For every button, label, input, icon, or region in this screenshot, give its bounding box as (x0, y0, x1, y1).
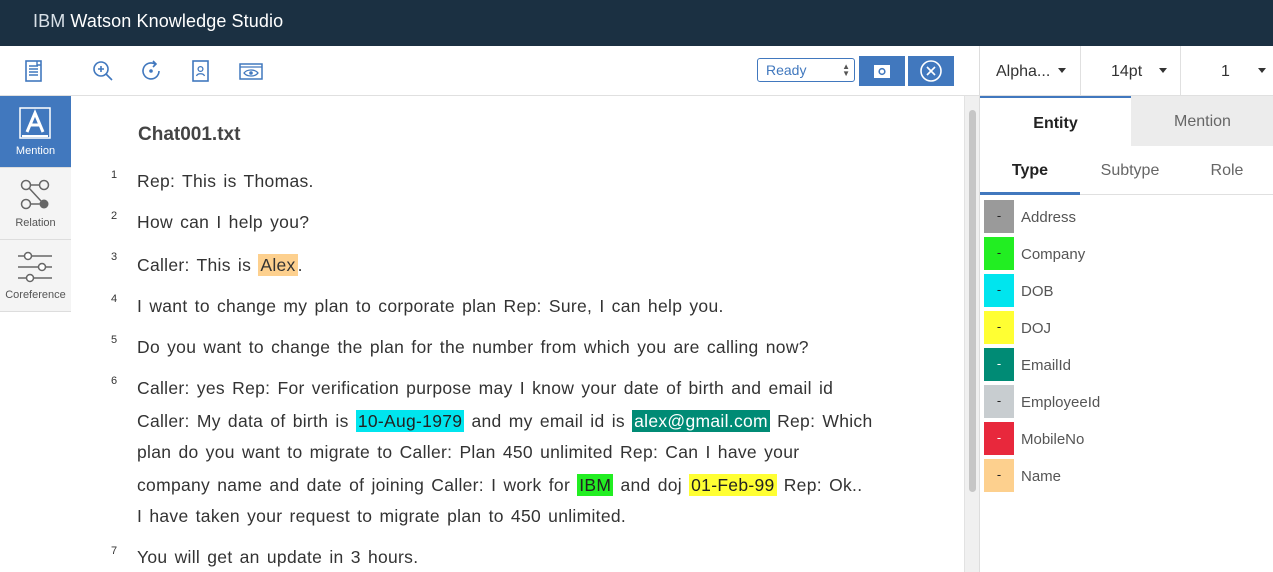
line-number: 7 (111, 545, 118, 557)
tab-entity[interactable]: Entity (980, 96, 1131, 146)
select-arrows-icon: ▲ ▼ (842, 62, 850, 78)
camera-button[interactable] (859, 56, 905, 86)
document-scrollbar[interactable] (964, 96, 979, 572)
line-number: 4 (111, 293, 118, 305)
chevron-down-icon (1058, 68, 1066, 73)
type-name: DOB (1021, 283, 1054, 300)
mention-dob[interactable]: 10-Aug-1979 (357, 411, 463, 431)
text-segment: Caller: This is (137, 255, 259, 275)
type-name: Address (1021, 209, 1077, 226)
coreference-icon (16, 250, 54, 284)
line-number: 6 (111, 375, 118, 387)
type-name: MobileNo (1021, 431, 1085, 448)
entity-type-company[interactable] (984, 237, 1269, 274)
type-color-swatch[interactable]: - (984, 348, 1014, 381)
entity-type-employeeid[interactable] (984, 385, 1269, 422)
subtab-role[interactable]: Role (1180, 146, 1273, 195)
type-color-swatch[interactable]: - (984, 237, 1014, 270)
entity-type-mobileno[interactable] (984, 422, 1269, 459)
font-size-select[interactable] (1081, 46, 1181, 96)
rail-item-coreference[interactable] (0, 240, 71, 312)
document-line[interactable]: Caller: yes Rep: For verification purpose may I know your date of birth and email id (137, 378, 834, 398)
page-select-value: 1 (1221, 63, 1230, 80)
type-color-swatch[interactable]: - (984, 422, 1014, 455)
scrollbar-thumb[interactable] (969, 110, 976, 492)
document-person-icon[interactable] (186, 56, 216, 86)
sort-select-value: Alpha... (996, 63, 1051, 80)
text-segment: Caller: My data of birth is (137, 411, 356, 431)
document-viewer (71, 96, 964, 572)
type-name: EmailId (1021, 357, 1072, 374)
rail-item-relation[interactable] (0, 168, 71, 240)
document-toolbar (0, 46, 979, 96)
view-options-bar (979, 46, 1273, 96)
rail-item-label: Mention (15, 145, 56, 157)
entity-type-doj[interactable] (984, 311, 1269, 348)
rail-item-mention[interactable] (0, 96, 71, 168)
document-line[interactable]: How can I help you? (137, 212, 310, 232)
text-segment: company name and date of joining Caller: I work for (137, 475, 578, 495)
subtab-type[interactable]: Type (980, 146, 1080, 195)
subtab-subtype[interactable]: Subtype (1080, 146, 1180, 195)
font-size-value: 14pt (1111, 63, 1143, 80)
line-number: 1 (111, 169, 118, 181)
eye-icon[interactable] (236, 56, 266, 86)
app-header (0, 0, 1273, 46)
entity-type-emailid[interactable] (984, 348, 1269, 385)
entity-type-address[interactable] (984, 200, 1269, 237)
line-number: 2 (111, 210, 118, 222)
text-segment: Rep: Ok.. (776, 475, 863, 495)
document-line[interactable] (137, 406, 917, 437)
brand-ibm: IBM (33, 11, 66, 31)
type-color-swatch[interactable]: - (984, 459, 1014, 492)
type-color-swatch[interactable]: - (984, 200, 1014, 233)
document-line[interactable]: plan do you want to migrate to Caller: Plan 450 unlimited Rep: Can I have your (137, 442, 800, 462)
app-brand (33, 11, 283, 32)
type-name: Name (1021, 468, 1062, 485)
zoom-in-icon[interactable] (88, 56, 118, 86)
close-circle-icon (919, 59, 943, 83)
type-name: Company (1021, 246, 1086, 263)
status-select[interactable] (757, 58, 855, 82)
chevron-down-icon (1258, 68, 1266, 73)
rotate-icon[interactable] (137, 56, 167, 86)
page-select[interactable] (1181, 46, 1273, 96)
mention-email[interactable]: alex@gmail.com (634, 411, 768, 431)
document-line[interactable]: Rep: This is Thomas. (137, 171, 314, 191)
document-line[interactable]: You will get an update in 3 hours. (137, 547, 419, 567)
type-name: EmployeeId (1021, 394, 1101, 411)
camera-icon (872, 61, 892, 81)
document-line[interactable]: Do you want to change the plan for the number from which you are calling now? (137, 337, 809, 357)
document-line[interactable]: I want to change my plan to corporate plan Rep: Sure, I can help you. (137, 296, 724, 316)
entity-type-name[interactable] (984, 459, 1269, 496)
type-color-swatch[interactable]: - (984, 274, 1014, 307)
sort-select[interactable] (980, 46, 1081, 96)
type-color-swatch[interactable]: - (984, 311, 1014, 344)
mention-icon (18, 106, 52, 140)
document-icon[interactable] (19, 56, 49, 86)
relation-icon (18, 178, 52, 212)
line-number: 5 (111, 334, 118, 346)
close-button[interactable] (908, 56, 954, 86)
text-segment: and doj (613, 475, 690, 495)
annotation-mode-rail (0, 96, 71, 572)
document-line[interactable]: I have taken your request to migrate plan to 450 unlimited. (137, 506, 627, 526)
rail-item-label: Relation (15, 217, 56, 229)
brand-product: Watson Knowledge Studio (70, 11, 284, 31)
mention-name[interactable]: Alex (260, 255, 296, 275)
type-color-swatch[interactable]: - (984, 385, 1014, 418)
type-name: DOJ (1021, 320, 1051, 337)
mention-doj[interactable]: 01-Feb-99 (691, 475, 775, 495)
text-segment: Rep: Which (769, 411, 873, 431)
mention-company[interactable]: IBM (579, 475, 612, 495)
rail-item-label: Coreference (5, 289, 66, 301)
document-line[interactable] (137, 470, 917, 501)
text-segment: and my email id is (464, 411, 633, 431)
text-segment: . (297, 255, 303, 275)
document-line[interactable] (137, 250, 917, 281)
chevron-down-icon (1159, 68, 1167, 73)
document-title: Chat001.txt (138, 124, 241, 145)
entity-type-dob[interactable] (984, 274, 1269, 311)
entity-panel (979, 96, 1273, 572)
line-number: 3 (111, 251, 118, 263)
tab-mention[interactable]: Mention (1131, 96, 1273, 146)
status-select-value: Ready (766, 62, 807, 78)
